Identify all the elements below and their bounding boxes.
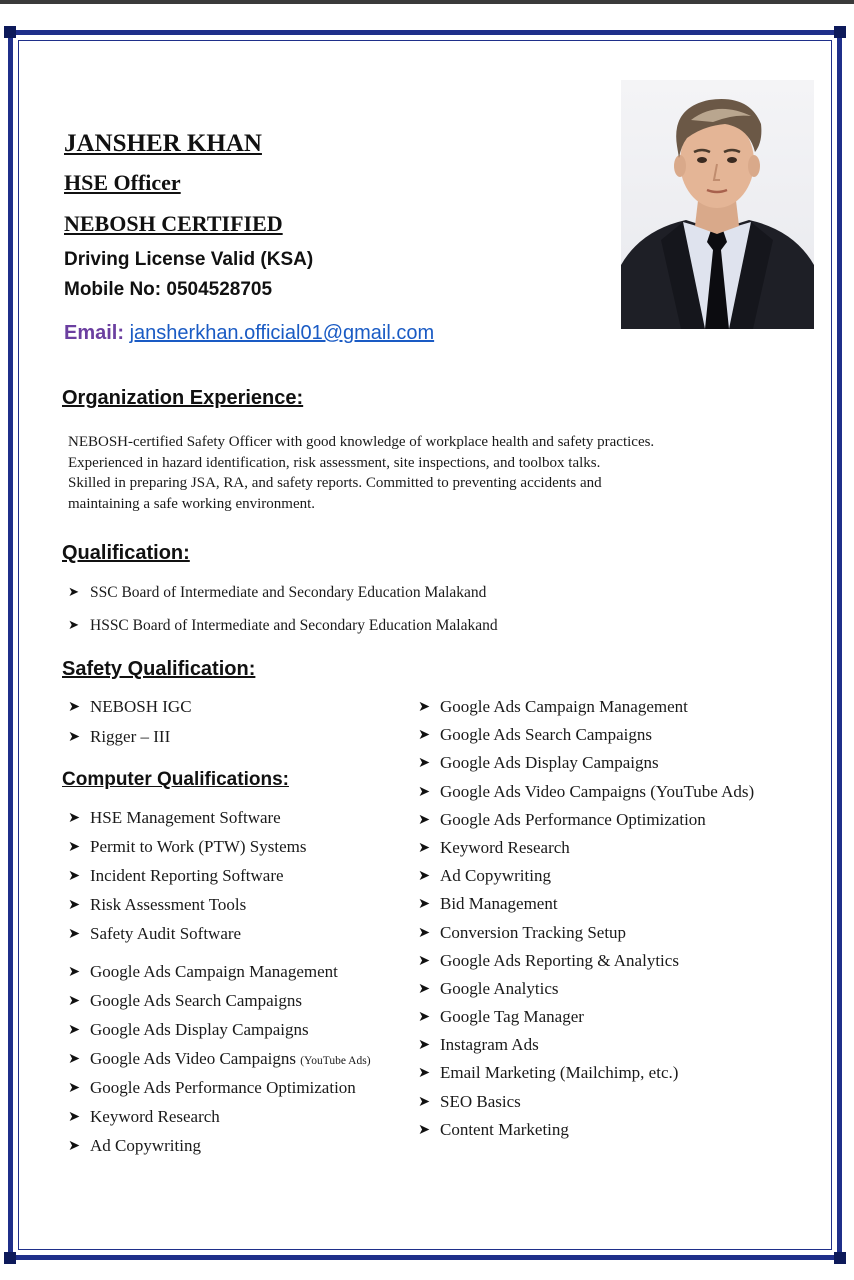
- corner-ornament: [4, 26, 16, 38]
- item-suffix: (YouTube Ads): [300, 1055, 371, 1067]
- email-label: Email:: [64, 322, 125, 344]
- list-item: [68, 1078, 371, 1107]
- organization-experience-heading: Organization Experience:: [62, 387, 304, 409]
- driving-license: Driving License Valid (KSA): [64, 249, 314, 270]
- profile-photo: [621, 80, 814, 329]
- list-item: ➤ Safety Audit Software: [68, 924, 306, 953]
- mobile-number: Mobile No: 0504528705: [64, 279, 273, 300]
- certification: NEBOSH CERTIFIED: [64, 211, 283, 236]
- list-item: ➤ Keyword Research: [418, 838, 754, 866]
- list-item: ➤ Permit to Work (PTW) Systems: [68, 837, 306, 866]
- right-column-skills-list: [418, 697, 754, 1148]
- list-item: ➤ Email Marketing (Mailchimp, etc.): [418, 1063, 754, 1091]
- list-item: ➤ SSC Board of Intermediate and Secondary Education Malakand: [68, 583, 498, 616]
- item-text: Google Ads Campaign Management: [90, 962, 338, 981]
- list-item: ➤ Google Ads Campaign Management: [418, 697, 754, 725]
- list-item: ➤ Google Analytics: [418, 979, 754, 1007]
- candidate-name: JANSHER KHAN: [64, 130, 262, 157]
- list-item: ➤ HSSC Board of Intermediate and Secondary Education Malakand: [68, 616, 498, 649]
- list-item: ➤ Instagram Ads: [418, 1035, 754, 1063]
- list-item: ➤ Risk Assessment Tools: [68, 895, 306, 924]
- list-item: ➤ Ad Copywriting: [418, 866, 754, 894]
- list-item: ➤ Google Ads Display Campaigns: [418, 753, 754, 781]
- list-item: ➤ Google Ads Video Campaigns (YouTube Ads): [418, 782, 754, 810]
- list-item: ➤ NEBOSH IGC: [68, 697, 192, 727]
- summary-line: Experienced in hazard identification, risk assessment, site inspections, and toolbox talks.: [68, 454, 601, 471]
- list-item: [68, 1020, 371, 1049]
- list-item: ➤ SEO Basics: [418, 1092, 754, 1120]
- list-item: [68, 1107, 371, 1136]
- safety-qualification-list: [68, 697, 192, 757]
- top-bar: [0, 0, 854, 4]
- safety-qualification-heading: Safety Qualification:: [62, 658, 256, 680]
- summary-line: NEBOSH-certified Safety Officer with good knowledge of workplace health and safety practices.: [68, 434, 655, 450]
- summary-line: maintaining a safe working environment.: [68, 495, 316, 512]
- list-item: [68, 1136, 371, 1165]
- job-title: HSE Officer: [64, 170, 181, 195]
- experience-summary: [68, 432, 798, 514]
- list-item: ➤ Bid Management: [418, 894, 754, 922]
- email-line: [64, 322, 434, 345]
- list-item: ➤ Google Ads Search Campaigns: [418, 725, 754, 753]
- email-link[interactable]: jansherkhan.official01@gmail.com: [129, 322, 435, 344]
- list-item: ➤ Incident Reporting Software: [68, 866, 306, 895]
- list-item: ➤ Google Tag Manager: [418, 1007, 754, 1035]
- item-text: Ad Copywriting: [90, 1136, 201, 1155]
- corner-ornament: [834, 26, 846, 38]
- item-text: Google Ads Performance Optimization: [90, 1078, 356, 1097]
- qualification-heading: Qualification:: [62, 542, 190, 564]
- digital-marketing-list: [68, 962, 371, 1165]
- summary-line: Skilled in preparing JSA, RA, and safety reports. Committed to preventing accidents and: [68, 475, 602, 491]
- list-item: ➤ Google Ads Performance Optimization: [418, 810, 754, 838]
- list-item: [68, 1049, 371, 1078]
- list-item: ➤ Conversion Tracking Setup: [418, 923, 754, 951]
- item-text: Google Ads Display Campaigns: [90, 1020, 309, 1039]
- item-text: Google Ads Video Campaigns: [90, 1049, 301, 1068]
- person-portrait-icon: [621, 80, 814, 329]
- item-text: Keyword Research: [90, 1107, 220, 1126]
- list-item: [68, 962, 371, 991]
- list-item: ➤ Content Marketing: [418, 1120, 754, 1148]
- corner-ornament: [834, 1252, 846, 1264]
- corner-ornament: [4, 1252, 16, 1264]
- computer-qualifications-list: [68, 808, 306, 953]
- list-item: ➤ Rigger – III: [68, 727, 192, 757]
- qualification-list: [68, 583, 498, 649]
- list-item: [68, 991, 371, 1020]
- list-item: ➤ Google Ads Reporting & Analytics: [418, 951, 754, 979]
- item-text: Google Ads Search Campaigns: [90, 991, 302, 1010]
- computer-qualifications-heading: Computer Qualifications:: [62, 769, 289, 790]
- list-item: ➤ HSE Management Software: [68, 808, 306, 837]
